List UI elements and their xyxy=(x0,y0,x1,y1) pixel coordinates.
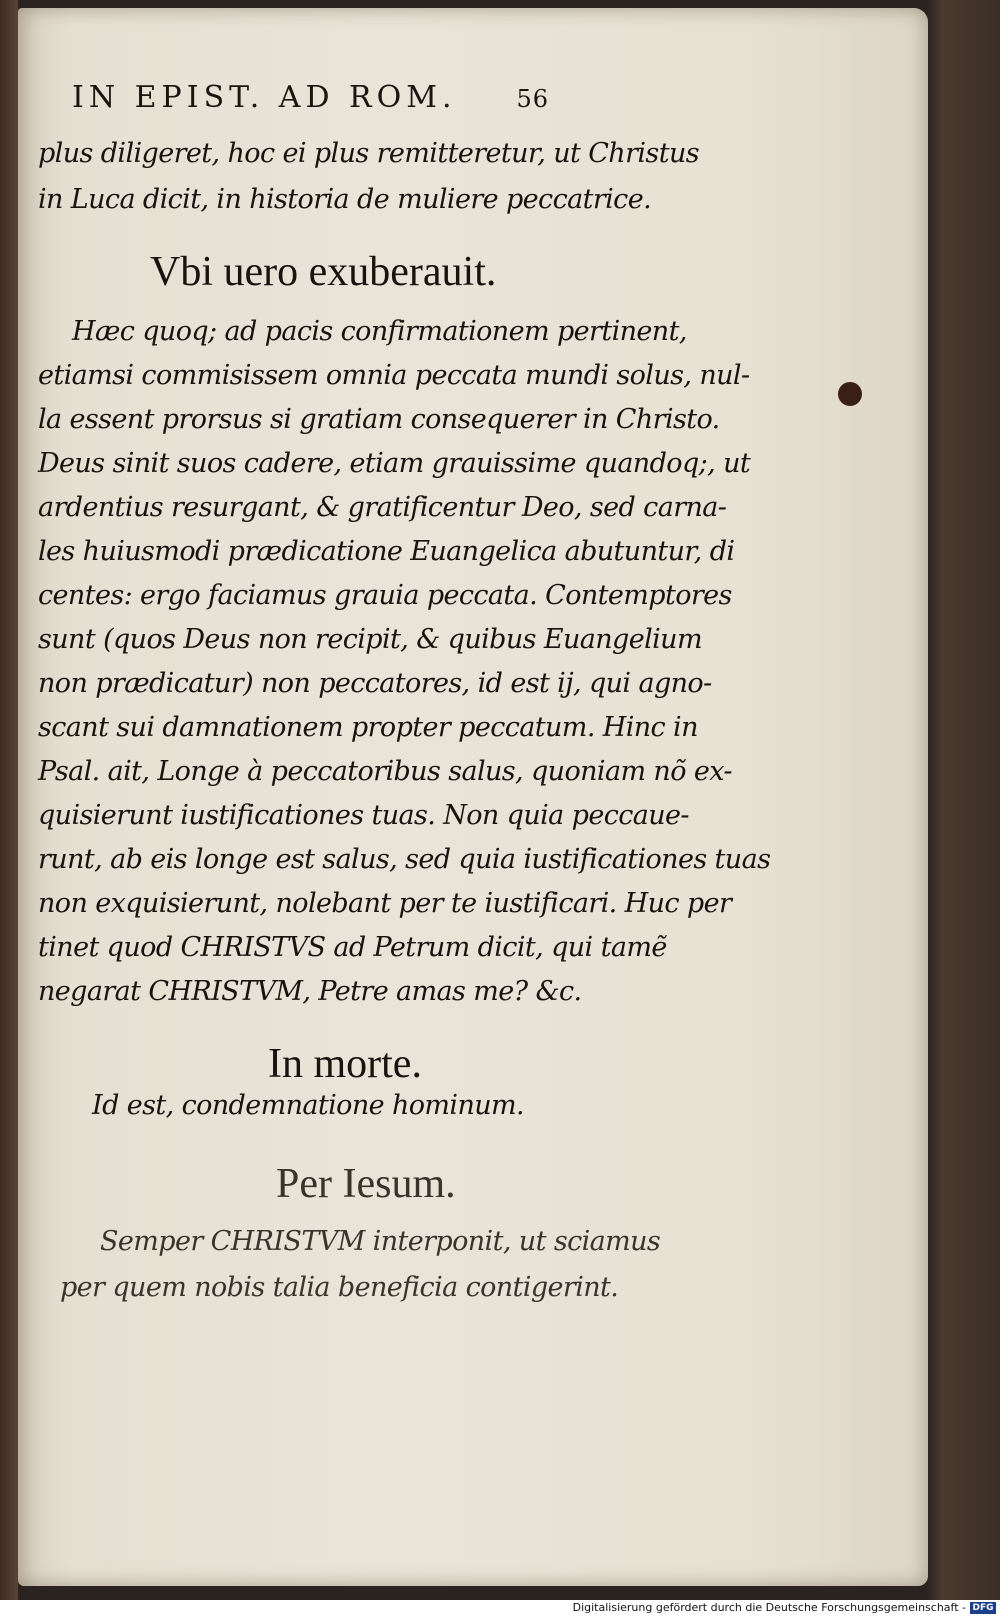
text-line: tinet quod CHRISTVS ad Petrum dicit, qui tamẽ xyxy=(38,932,667,963)
book-edge xyxy=(928,0,1000,1600)
text-line: negarat CHRISTVM, Petre amas me? &c. xyxy=(38,976,582,1007)
text-line: ardentius resurgant, & gratificentur Deo, sed carna- xyxy=(38,492,727,523)
text-line: Semper CHRISTVM interponit, ut sciamus xyxy=(100,1226,661,1257)
text-line: non prædicatur) non peccatores, id est ij, qui agno- xyxy=(38,668,712,699)
text-line: Id est, condemnatione hominum. xyxy=(92,1090,525,1121)
text-line: sunt (quos Deus non recipit, & quibus Euangelium xyxy=(38,624,702,655)
text-line: quisierunt iustificationes tuas. Non quia peccaue- xyxy=(38,800,689,831)
digitization-credit: Digitalisierung gefördert durch die Deutsche Forschungsgemeinschaft - xyxy=(572,1601,966,1614)
running-header-title: IN EPIST. AD ROM. xyxy=(72,80,457,115)
text-line: in Luca dicit, in historia de muliere peccatrice. xyxy=(38,184,652,215)
text-line: runt, ab eis longe est salus, sed quia iustificationes tuas xyxy=(38,844,771,875)
text-line: Deus sinit suos cadere, etiam grauissime quandoq;, ut xyxy=(38,448,751,479)
dfg-logo: DFG xyxy=(970,1602,996,1614)
text-line: etiamsi commisissem omnia peccata mundi solus, nul- xyxy=(38,360,750,391)
text-line: les huiusmodi prædicatione Euangelica abutuntur, di xyxy=(38,536,735,567)
book-spine xyxy=(0,0,18,1617)
section-heading: Vbi uero exuberauit. xyxy=(150,249,497,295)
text-line: non exquisierunt, nolebant per te iustificari. Huc per xyxy=(38,888,732,919)
ink-blot xyxy=(838,382,862,406)
text-line: plus diligeret, hoc ei plus remitteretur, ut Christus xyxy=(38,138,699,169)
section-heading: Per Iesum. xyxy=(276,1161,456,1207)
text-line: la essent prorsus si gratiam consequerer in Christo. xyxy=(38,404,720,435)
text-line: Hæc quoq; ad pacis confirmationem pertinent, xyxy=(72,316,687,347)
text-line: scant sui damnationem propter peccatum. Hinc in xyxy=(38,712,698,743)
text-line: per quem nobis talia beneficia contigerint. xyxy=(60,1272,619,1303)
book-page xyxy=(18,8,928,1586)
folio-number: 56 xyxy=(516,85,550,113)
running-header xyxy=(72,80,672,120)
text-line: centes: ergo faciamus grauia peccata. Contemptores xyxy=(38,580,732,611)
section-heading: In morte. xyxy=(268,1041,422,1087)
text-line: Psal. ait, Longe à peccatoribus salus, quoniam nõ ex- xyxy=(38,756,732,787)
